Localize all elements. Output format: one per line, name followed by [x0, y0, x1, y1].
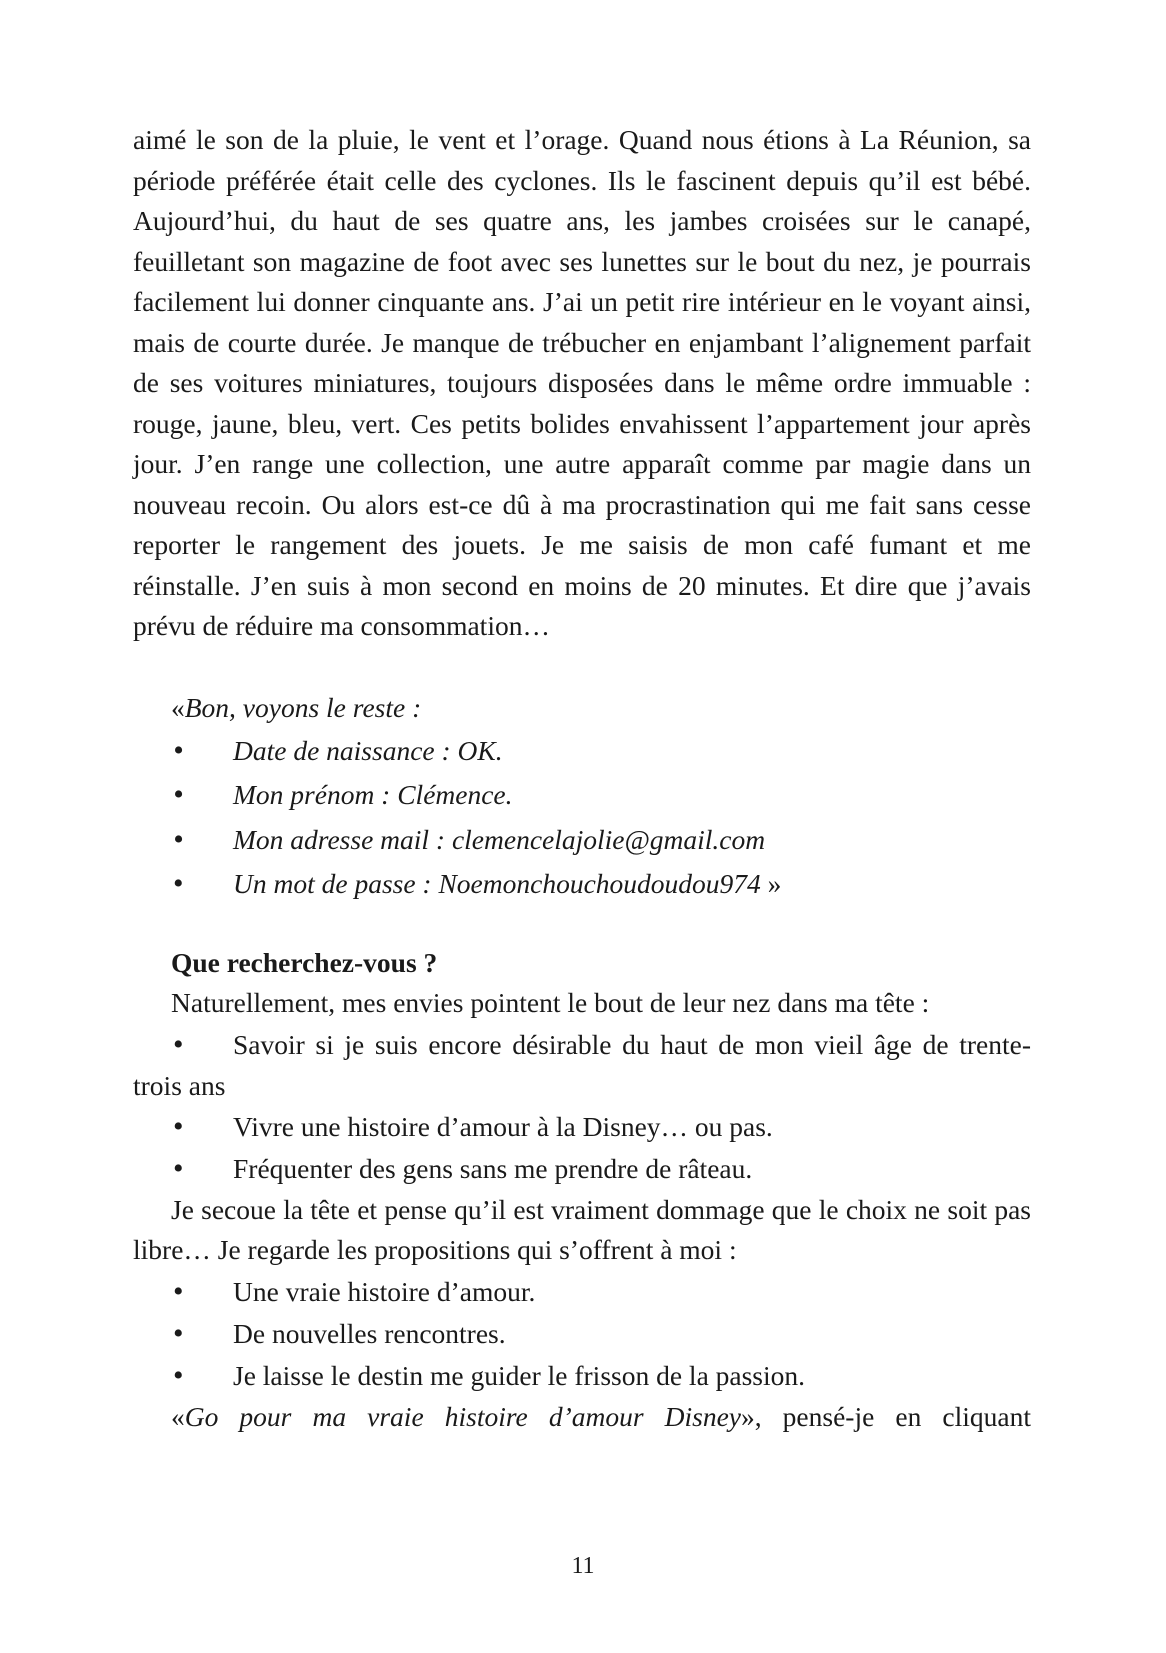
closing-line [133, 1397, 1031, 1438]
list-item: • De nouvelles rencontres. [133, 1313, 1031, 1355]
list-item: • Mon adresse mail : clemencelajolie@gmail.com [133, 818, 1031, 863]
quote-intro [133, 687, 1031, 729]
checklist [133, 729, 1031, 907]
spacer [133, 647, 1031, 687]
list-item [133, 1024, 1031, 1066]
desires-list [133, 1024, 1031, 1066]
options-list [133, 1271, 1031, 1397]
list-item: • Date de naissance : OK. [133, 729, 1031, 774]
quote-open-mark: « [171, 691, 185, 723]
closing-line-rest: », pensé-je en cliquant [740, 1400, 1031, 1432]
list-item [133, 862, 1031, 907]
list-item-text: Un mot de passe : Noemonchouchoudoudou974 [233, 868, 761, 899]
list-item-continuation: trois ans [133, 1069, 226, 1101]
list-item-line: • Savoir si je suis encore désirable du haut de mon vieil âge de trente- [233, 1028, 1031, 1060]
spacer [133, 907, 1031, 943]
paragraph-intro: aimé le son de la pluie, le vent et l’orage. Quand nous étions à La Réunion, sa période préférée était celle des cyclones. Ils le fascinent depuis qu’il est bébé. Aujourd’hui, du haut de ses quatre ans, les jambes croisées sur le canapé, feuilletant son magazine de foot avec ses lunettes sur le bout du nez, je pourrais facilement lui donner cinquante ans. J’ai un petit rire intérieur en le voyant ainsi, mais de courte durée. Je manque de trébucher en enjambant l’alignement parfait de ses voitures miniatures, toujours disposées dans le même ordre immuable : rouge, jaune, bleu, vert. Ces petits bolides envahissent l’appartement jour après jour. J’en range une collection, une autre apparaît comme par magie dans un nouveau recoin. Ou alors est-ce dû à ma procrastination qui me fait sans cesse reporter le rangement des jouets. Je me saisis de mon café fumant et me réinstalle. J’en suis à mon second en moins de 20 minutes. Et dire que j’avais prévu de réduire ma consommation… [133, 124, 1031, 641]
list-item: • Fréquenter des gens sans me prendre de râteau. [133, 1148, 1031, 1190]
quote-close-mark: » [767, 868, 782, 899]
desires-list-continued [133, 1106, 1031, 1190]
list-item: • Une vraie histoire d’amour. [133, 1271, 1031, 1313]
quote-open-mark: « [171, 1400, 185, 1432]
section-heading: Que recherchez-vous ? [171, 946, 438, 978]
closing-quote-text: Go pour ma vraie histoire d’amour Disney [184, 1400, 741, 1432]
quote-intro-text: Bon, voyons le reste : [184, 691, 422, 723]
list-item: • Vivre une histoire d’amour à la Disney… ou pas. [133, 1106, 1031, 1148]
desires-intro: Naturellement, mes envies pointent le bout de leur nez dans ma tête : [171, 987, 930, 1018]
page-body [133, 120, 1031, 1437]
paragraph-choice: Je secoue la tête et pense qu’il est vraiment dommage que le choix ne soit pas libre… Je regarde les propositions qui s’offrent à moi : [133, 1193, 1031, 1265]
page-number: 11 [571, 1553, 595, 1579]
list-item: • Je laisse le destin me guider le frisson de la passion. [133, 1355, 1031, 1397]
list-item: • Mon prénom : Clémence. [133, 773, 1031, 818]
